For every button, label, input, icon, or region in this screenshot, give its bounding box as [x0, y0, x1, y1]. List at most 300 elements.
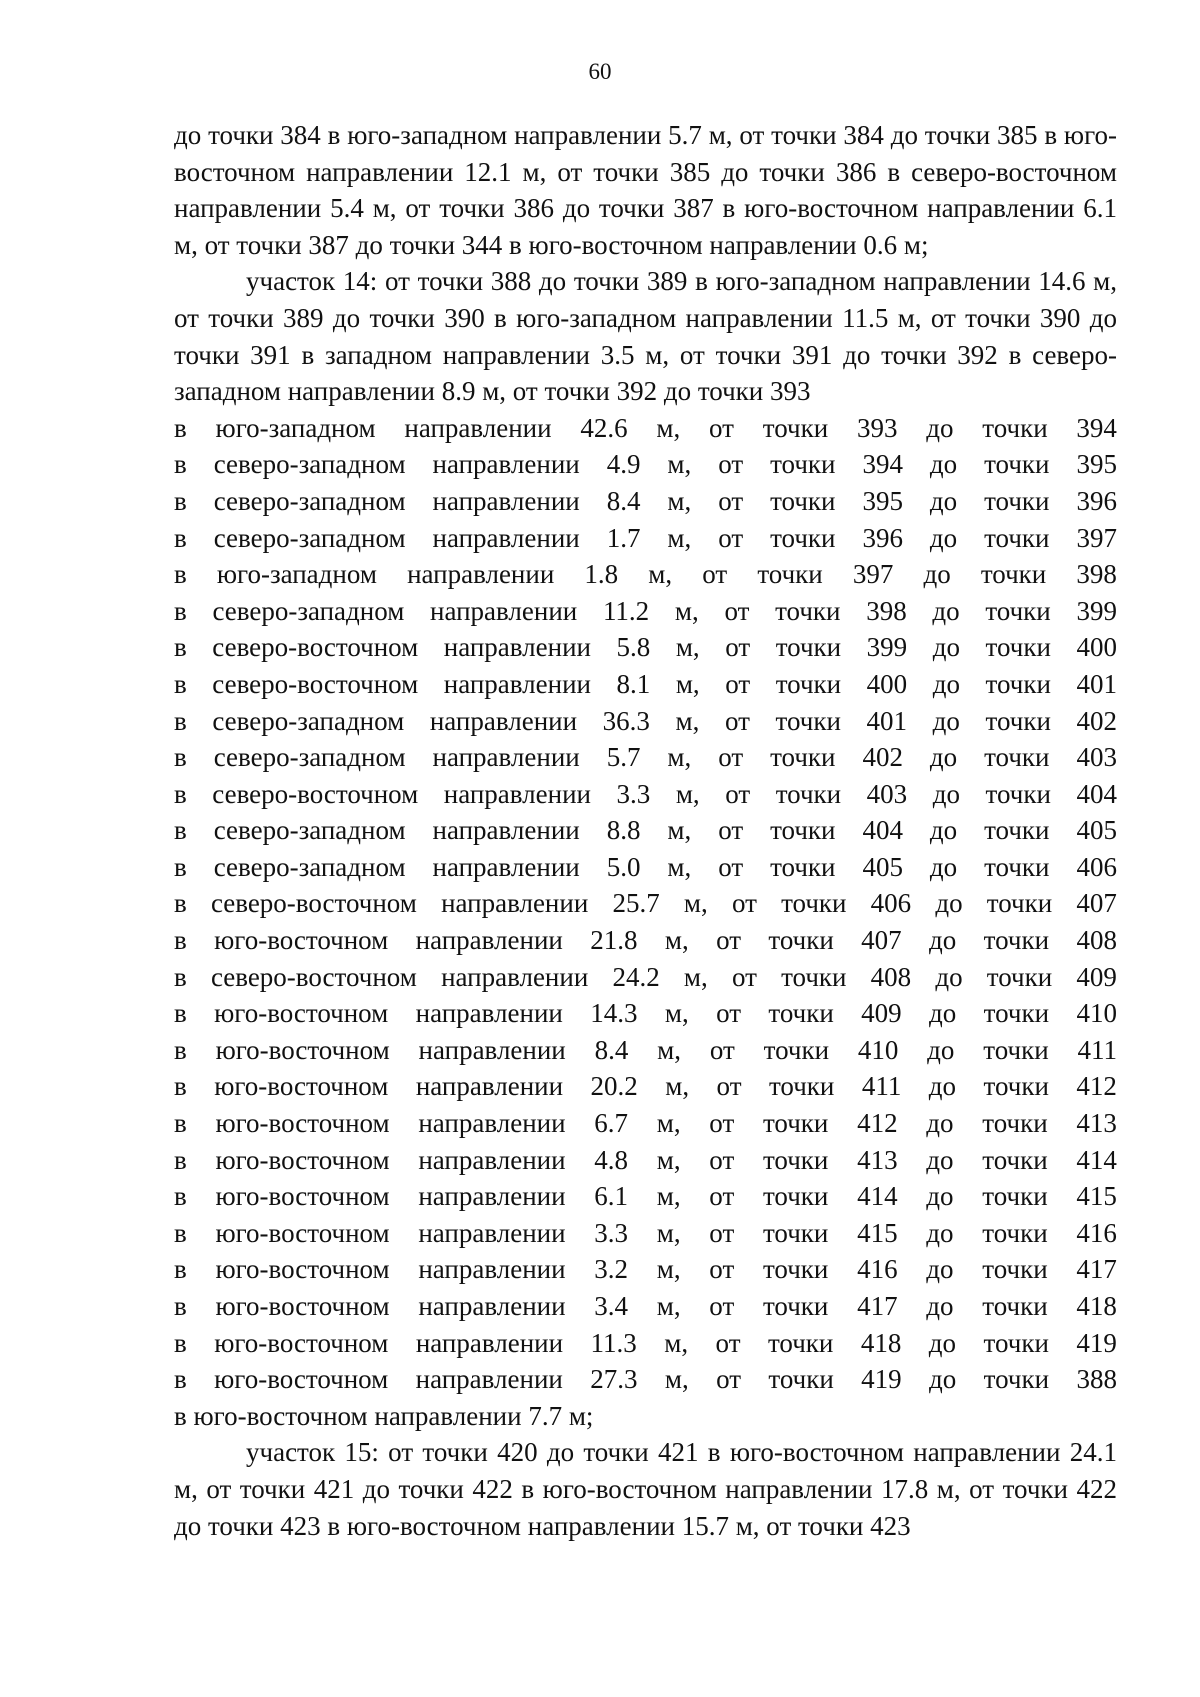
paragraph-continuation: до точки 384 в юго-западном направлении 5.7 м, от точки 384 до точки 385 в юго-восточном направлении 12.1 м, от точки 385 до точки 386 в северо-восточном направлении 5.4 м, от точки 386 до точки 387 в юго-восточном направлении 6.1 м, от точки 387 до точки 344 в юго-восточном направлении 0.6 м; [174, 120, 1117, 260]
segment-word: точки [982, 1291, 1048, 1321]
segment-word: 412 [857, 1108, 898, 1139]
segment-word: 3.4 [594, 1291, 629, 1321]
segment-word: точки [763, 1034, 830, 1065]
segment-word: направлении [415, 998, 563, 1029]
segment-word: до [932, 778, 960, 809]
segment-word: м, [656, 1144, 681, 1175]
segment-word: 388 [1076, 1364, 1117, 1395]
segment-row [174, 556, 1117, 593]
segment-word: 409 [1076, 961, 1117, 992]
segment-word: в [174, 925, 187, 956]
segment-word: 408 [870, 961, 912, 992]
segment-word: направлении [418, 1034, 566, 1065]
segment-word: до [929, 742, 958, 773]
segment-row [174, 446, 1117, 483]
segment-word: в [174, 742, 187, 773]
segment-word: направлении [432, 742, 580, 773]
segment-word: до [929, 522, 958, 553]
segment-word: до [929, 1364, 957, 1395]
segment-word: точки [768, 925, 834, 956]
segment-word: до [929, 851, 958, 882]
segment-word: северо-западном [213, 485, 406, 516]
segment-word: 415 [1076, 1181, 1117, 1212]
segment-word: м, [683, 888, 708, 919]
segment-word: до [932, 595, 960, 626]
segment-word: точки [984, 449, 1050, 480]
segment-word: м, [667, 522, 692, 553]
segment-word: от [709, 1254, 735, 1285]
segment-word: юго-восточном [214, 1071, 389, 1102]
segment-row [174, 1325, 1117, 1362]
segment-word: в [174, 1071, 187, 1102]
segment-row [174, 959, 1117, 996]
segment-word: 419 [861, 1364, 902, 1395]
segment-word: направлении [415, 925, 563, 956]
segment-word: точки [770, 522, 836, 553]
segment-word: направлении [443, 778, 591, 809]
segment-row [174, 483, 1117, 520]
segment-word: точки [983, 925, 1050, 956]
plot-14-segment-rows [174, 410, 1117, 1398]
segment-word: направлении [415, 1071, 564, 1102]
segment-word: юго-восточном [215, 1181, 390, 1212]
segment-word: м, [656, 1291, 681, 1321]
segment-word: точки [762, 1254, 829, 1285]
segment-word: в [174, 1034, 187, 1065]
segment-word: юго-восточном [215, 1254, 390, 1285]
segment-word: 11.3 [590, 1327, 637, 1358]
segment-word: северо-западном [213, 449, 406, 480]
segment-word: юго-восточном [215, 1108, 390, 1139]
segment-word: 413 [857, 1144, 898, 1175]
segment-word: от [709, 412, 734, 443]
segment-word: в [174, 888, 187, 919]
segment-word: от [709, 1181, 735, 1212]
segment-row [174, 1068, 1117, 1105]
segment-word: точки [781, 888, 847, 919]
segment-word: 403 [866, 778, 908, 809]
segment-word: 398 [866, 595, 907, 626]
segment-word: 3.2 [594, 1254, 629, 1285]
segment-word: до [929, 998, 957, 1029]
segment-word: 398 [1076, 559, 1117, 590]
segment-word: до [929, 925, 957, 956]
segment-row [174, 1142, 1117, 1179]
segment-word: точки [982, 1254, 1048, 1285]
segment-word: 396 [1076, 485, 1117, 516]
segment-row [174, 1251, 1117, 1288]
segment-word: 5.8 [616, 632, 651, 663]
segment-word: северо-восточном [210, 961, 417, 992]
segment-row [174, 703, 1117, 740]
segment-word: 5.7 [606, 742, 641, 773]
segment-word: 397 [1076, 522, 1117, 553]
segment-word: 36.3 [602, 705, 650, 736]
segment-word: 6.1 [594, 1181, 629, 1212]
segment-word: 417 [857, 1291, 898, 1321]
segment-word: м, [667, 742, 692, 773]
segment-word: 395 [862, 485, 903, 516]
segment-word: направлении [418, 1254, 566, 1285]
segment-word: точки [770, 815, 836, 846]
segment-word: точки [762, 1181, 829, 1212]
segment-word: 8.4 [606, 485, 641, 516]
segment-word: от [716, 998, 742, 1029]
segment-word: 399 [866, 632, 908, 663]
segment-word: точки [982, 1181, 1048, 1212]
segment-word: от [718, 851, 744, 882]
segment-word: точки [986, 888, 1053, 919]
segment-word: 417 [1076, 1254, 1117, 1285]
segment-word: в [174, 1254, 187, 1285]
segment-word: до [932, 705, 960, 736]
page-number: 60 [588, 59, 612, 84]
segment-word: 418 [860, 1327, 902, 1358]
segment-word: до [935, 888, 963, 919]
segment-word: юго-восточном [215, 1291, 390, 1321]
segment-word: точки [984, 742, 1050, 773]
segment-word: 416 [857, 1254, 898, 1285]
segment-word: 402 [862, 742, 903, 773]
segment-word: м, [675, 668, 700, 699]
segment-word: 406 [1076, 851, 1117, 882]
segment-word: от [709, 1217, 735, 1248]
segment-word: направлении [415, 1364, 563, 1395]
segment-word: юго-западном [215, 412, 376, 443]
segment-word: направлении [407, 559, 555, 590]
segment-word: до [928, 1327, 957, 1358]
segment-word: точки [982, 1108, 1048, 1139]
segment-word: от [725, 668, 751, 699]
segment-row [174, 520, 1117, 557]
segment-word: 408 [1076, 925, 1117, 956]
segment-word: от [709, 1034, 735, 1065]
segment-word: до [926, 1108, 954, 1139]
segment-word: в [174, 485, 187, 516]
segment-word: направлении [418, 1144, 566, 1175]
segment-word: направлении [429, 705, 578, 736]
segment-row [174, 995, 1117, 1032]
segment-word: точки [768, 1364, 834, 1395]
segment-word: 407 [861, 925, 902, 956]
segment-word: от [731, 961, 757, 992]
segment-word: северо-западном [212, 705, 405, 736]
segment-word: 411 [1077, 1034, 1117, 1065]
segment-word: точки [770, 485, 836, 516]
segment-word: от [725, 632, 751, 663]
segment-word: 20.2 [590, 1071, 638, 1102]
segment-word: от [702, 559, 728, 590]
segment-word: в [174, 595, 187, 626]
segment-word: в [174, 851, 187, 882]
segment-word: 397 [852, 559, 894, 590]
segment-word: 21.8 [590, 925, 638, 956]
segment-word: 14.3 [590, 998, 638, 1029]
segment-word: северо-восточном [212, 632, 419, 663]
segment-word: 396 [862, 522, 903, 553]
segment-word: в [174, 522, 187, 553]
segment-word: направлении [432, 485, 580, 516]
segment-word: в [174, 412, 187, 443]
segment-word: точки [983, 1364, 1050, 1395]
segment-word: точки [983, 998, 1050, 1029]
segment-word: 402 [1076, 705, 1117, 736]
segment-word: м, [656, 1181, 681, 1212]
segment-word: 418 [1076, 1291, 1117, 1321]
segment-word: точки [980, 559, 1047, 590]
paragraph-plot-14-intro: участок 14: от точки 388 до точки 389 в юго-западном направлении 14.6 м, от точки 389 до точки 390 в юго-западном направлении 11.5 м, от точки 390 до точки 391 в западном направлении 3.5 м, от точки 391 до точки 392 в северо-западном направлении 8.9 м, от точки 392 до точки 393 [174, 266, 1117, 407]
segment-word: точки [762, 1108, 829, 1139]
segment-word: точки [775, 632, 842, 663]
segment-word: от [725, 778, 751, 809]
segment-word: точки [775, 668, 842, 699]
segment-word: точки [985, 668, 1051, 699]
segment-word: 410 [857, 1034, 899, 1065]
segment-word: 25.7 [612, 888, 660, 919]
segment-word: м, [674, 595, 699, 626]
segment-word: северо-восточном [210, 888, 417, 919]
segment-word: 419 [1076, 1327, 1117, 1358]
segment-word: 1.7 [606, 522, 641, 553]
segment-word: 401 [866, 705, 908, 736]
segment-word: 5.0 [606, 851, 641, 882]
segment-word: 27.3 [590, 1364, 638, 1395]
segment-word: юго-восточном [214, 1327, 389, 1358]
segment-word: точки [770, 449, 836, 480]
segment-word: в [174, 632, 187, 663]
segment-word: м, [648, 559, 673, 590]
segment-word: точки [762, 1291, 829, 1321]
segment-word: 415 [857, 1217, 898, 1248]
segment-word: 400 [1076, 632, 1117, 663]
segment-word: направлении [441, 961, 589, 992]
segment-word: северо-западном [213, 851, 406, 882]
segment-row [174, 593, 1117, 630]
segment-word: точки [985, 778, 1051, 809]
segment-row [174, 776, 1117, 813]
segment-word: 395 [1076, 449, 1117, 480]
segment-word: точки [982, 1144, 1048, 1175]
segment-word: направлении [418, 1108, 566, 1139]
segment-word: до [926, 1254, 954, 1285]
segment-row [174, 410, 1117, 447]
segment-word: м, [667, 485, 692, 516]
segment-word: 393 [856, 412, 898, 443]
segment-word: точки [982, 412, 1048, 443]
segment-word: м, [664, 1327, 689, 1358]
segment-word: точки [768, 1071, 835, 1102]
segment-word: м, [683, 961, 708, 992]
segment-word: направлении [432, 851, 580, 882]
segment-word: точки [775, 778, 842, 809]
segment-word: 4.9 [606, 449, 641, 480]
segment-word: до [929, 485, 958, 516]
segment-word: юго-восточном [215, 1144, 390, 1175]
segment-word: от [718, 742, 744, 773]
segment-word: точки [984, 485, 1050, 516]
segment-word: направлении [443, 632, 591, 663]
segment-word: точки [768, 998, 834, 1029]
segment-row [174, 1178, 1117, 1215]
segment-word: в [174, 815, 187, 846]
segment-word: от [718, 522, 744, 553]
segment-word: точки [985, 632, 1051, 663]
segment-word: точки [767, 1327, 834, 1358]
segment-word: 407 [1076, 888, 1117, 919]
segment-word: направлении [441, 888, 589, 919]
segment-word: в [174, 998, 187, 1029]
segment-word: в [174, 668, 187, 699]
segment-word: 42.6 [580, 412, 628, 443]
segment-word: юго-восточном [215, 1034, 390, 1065]
segment-word: точки [983, 1034, 1049, 1065]
segment-word: в [174, 705, 187, 736]
segment-word: от [709, 1144, 735, 1175]
segment-word: юго-восточном [214, 925, 389, 956]
segment-word: точки [984, 815, 1050, 846]
segment-word: от [718, 815, 744, 846]
segment-word: в [174, 778, 187, 809]
segment-word: направлении [418, 1181, 566, 1212]
segment-word: направлении [443, 668, 591, 699]
segment-word: в [174, 961, 187, 992]
segment-word: в [174, 1327, 187, 1358]
segment-word: до [928, 1071, 957, 1102]
segment-word: точки [982, 1217, 1048, 1248]
segment-word: северо-западном [213, 815, 406, 846]
segment-word: м, [665, 1071, 690, 1102]
segment-word: до [926, 1144, 954, 1175]
segment-word: от [709, 1108, 735, 1139]
segment-word: 403 [1076, 742, 1117, 773]
segment-word: 400 [866, 668, 908, 699]
segment-row [174, 922, 1117, 959]
segment-word: до [926, 412, 954, 443]
segment-row [174, 1215, 1117, 1252]
segment-word: точки [984, 851, 1050, 882]
segment-word: направлении [415, 1327, 564, 1358]
segment-word: 405 [862, 851, 903, 882]
segment-word: точки [762, 1144, 829, 1175]
segment-word: в [174, 1364, 187, 1395]
segment-word: точки [781, 961, 847, 992]
paragraph-plot-15: участок 15: от точки 420 до точки 421 в юго-восточном направлении 24.1 м, от точки 421 до точки 422 в юго-восточном направлении 17.8 м, от точки 422 до точки 423 в юго-восточном направлении 15.7 м, от точки 423 [174, 1437, 1117, 1541]
segment-row [174, 812, 1117, 849]
segment-word: точки [985, 595, 1051, 626]
segment-word: до [929, 815, 958, 846]
segment-word: от [716, 1071, 742, 1102]
segment-word: 404 [862, 815, 903, 846]
segment-word: юго-восточном [214, 1364, 389, 1395]
segment-word: в [174, 1108, 187, 1139]
segment-word: 405 [1076, 815, 1117, 846]
segment-word: 24.2 [612, 961, 660, 992]
segment-row [174, 666, 1117, 703]
segment-word: в [174, 1291, 187, 1321]
segment-word: м, [664, 998, 689, 1029]
paragraph-plot-14-end: в юго-восточном направлении 7.7 м; [174, 1400, 594, 1431]
segment-word: м, [675, 632, 700, 663]
segment-word: м, [667, 815, 692, 846]
segment-word: направлении [432, 815, 580, 846]
segment-word: направлении [404, 412, 552, 443]
segment-word: 6.7 [594, 1108, 629, 1139]
segment-word: 416 [1076, 1217, 1117, 1248]
segment-row [174, 739, 1117, 776]
segment-word: 414 [857, 1181, 898, 1212]
segment-word: 8.4 [594, 1034, 629, 1065]
segment-word: точки [983, 1327, 1049, 1358]
segment-word: в [174, 449, 187, 480]
segment-word: 1.8 [584, 559, 619, 590]
segment-word: точки [985, 705, 1051, 736]
segment-row [174, 1361, 1117, 1398]
segment-word: точки [757, 559, 823, 590]
segment-word: 410 [1076, 998, 1117, 1029]
segment-word: от [716, 1364, 742, 1395]
segment-word: юго-восточном [215, 1217, 390, 1248]
segment-word: 394 [862, 449, 903, 480]
segment-word: в [174, 559, 187, 590]
segment-word: 413 [1076, 1108, 1117, 1139]
segment-word: до [926, 1181, 954, 1212]
segment-word: м, [675, 705, 700, 736]
segment-word: в [174, 1144, 187, 1175]
segment-word: м, [667, 851, 692, 882]
segment-word: точки [770, 851, 836, 882]
segment-word: 404 [1076, 778, 1117, 809]
segment-word: северо-западном [213, 522, 406, 553]
segment-word: м, [656, 1108, 681, 1139]
segment-word: до [926, 1217, 954, 1248]
segment-word: до [929, 449, 958, 480]
segment-row [174, 1105, 1117, 1142]
segment-word: 411 [861, 1071, 902, 1102]
segment-word: 412 [1076, 1071, 1117, 1102]
segment-word: направлении [418, 1217, 566, 1248]
segment-word: точки [762, 1217, 829, 1248]
segment-word: м, [667, 449, 692, 480]
segment-word: 399 [1076, 595, 1117, 626]
segment-word: 3.3 [616, 778, 651, 809]
segment-word: направлении [432, 522, 580, 553]
segment-word: 406 [870, 888, 912, 919]
segment-word: направлении [432, 449, 580, 480]
segment-word: северо-западном [213, 742, 406, 773]
segment-word: 414 [1076, 1144, 1117, 1175]
segment-word: 8.1 [616, 668, 651, 699]
segment-row [174, 1032, 1117, 1069]
segment-word: до [935, 961, 963, 992]
segment-word: 409 [861, 998, 902, 1029]
segment-word: до [932, 632, 960, 663]
segment-word: от [731, 888, 757, 919]
segment-word: 401 [1076, 668, 1117, 699]
segment-word: в [174, 1217, 187, 1248]
page-body [174, 117, 1117, 1544]
segment-word: м, [657, 1034, 682, 1065]
segment-word: северо-восточном [212, 668, 419, 699]
segment-word: от [709, 1291, 735, 1321]
segment-word: направлении [430, 595, 578, 626]
segment-row [174, 849, 1117, 886]
segment-word: юго-восточном [214, 998, 389, 1029]
segment-word: точки [775, 595, 841, 626]
segment-row [174, 885, 1117, 922]
segment-word: юго-западном [216, 559, 377, 590]
segment-word: северо-западном [212, 595, 405, 626]
segment-word: от [716, 925, 742, 956]
